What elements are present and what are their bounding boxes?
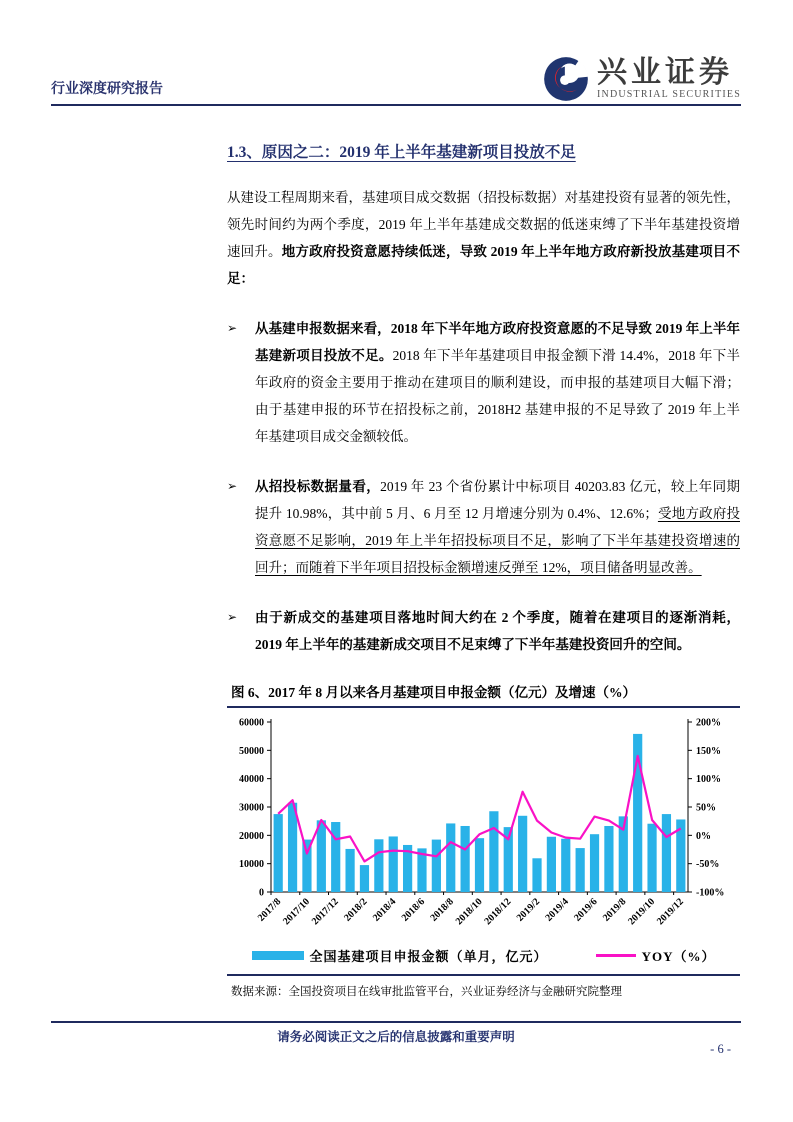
brand-logo-icon [543,56,589,102]
page-number: - 6 - [710,1042,731,1056]
bar-2019/3 [547,837,556,892]
x-tick-label: 2018/12 [482,896,514,928]
svg-text:30000: 30000 [239,802,264,814]
svg-text:40000: 40000 [239,774,264,786]
svg-text:-100%: -100% [696,887,725,899]
svg-text:50000: 50000 [239,745,264,757]
x-tick-label: 2019/12 [654,896,686,928]
footer-notice: 请务必阅读正文之后的信息披露和重要声明 [277,1030,515,1044]
bar-2019/2 [532,858,541,892]
text-run: 从建设工程周期来看，基建项目成交数据（招投标数据）对基建投资有显著的领先性，领先时间约为两个季度，2019 年上半年基建成交数据的低迷束缚了下半年基建投资增速回升。 [227,190,740,259]
bullet-item [227,604,740,658]
bar-2018/1 [345,849,354,892]
svg-text:0: 0 [259,887,264,899]
bar-2019/11 [662,814,671,892]
text-run: 2019 年 23 个省份累计中标项目 40203.83 亿元，较上年同期提升 10.98%，其中前 5 月、6 月至 12 月增速分别为 0.4%、12.6%； [255,479,741,521]
arrow-bullet-icon: ➢ [227,610,238,624]
bar-2019/5 [576,848,585,892]
bar-2018/2 [360,865,369,892]
bullet-text [255,604,740,658]
text-run: 受地方政府投资意愿不足影响，2019 年上半年招投标项目不足，影响了下半年基建投资增速的回升；而随着下半年项目招投标金额增速反弹至 12%，项目储备明显改善。 [255,506,740,575]
text-run: 从招投标数据量看， [255,479,381,494]
svg-text:50%: 50% [696,802,716,814]
bar-2019/1 [518,816,527,892]
brand-name-en: INDUSTRIAL SECURITIES [597,89,741,100]
report-type-label: 行业深度研究报告 [51,82,163,97]
figure-block [227,681,740,999]
arrow-bullet-icon: ➢ [227,321,238,335]
footer-divider [51,1021,741,1023]
bar-2018/10 [475,838,484,892]
legend-item [252,946,548,965]
main-content [227,140,740,999]
svg-text:0%: 0% [696,830,711,842]
x-tick-label: 2019/8 [600,896,629,924]
header-divider [51,104,741,106]
x-tick-label: 2019/10 [626,896,658,928]
legend-line-swatch [596,954,636,957]
svg-text:20000: 20000 [239,830,264,842]
chart-svg [227,712,740,944]
svg-text:150%: 150% [696,745,721,757]
legend-label: YOY（%） [641,948,716,964]
bullet-text [255,315,740,450]
bar-2018/9 [461,826,470,892]
legend-bar-swatch [252,951,304,960]
text-run: 从基建申报数据来看，2018 年下半年地方政府投资意愿的不足导致 2019 年上半年基建新项目投放不足。 [255,321,740,363]
x-tick-label: 2018/8 [428,896,456,924]
x-tick-label: 2019/4 [543,896,571,924]
text-run: 由于新成交的基建项目落地时间大约在 2 个季度，随着在建项目的逐渐消耗，2019 年上半年的基建新成交项目不足束缚了下半年基建投资回升的空间。 [255,610,740,652]
bar-2019/10 [647,824,656,892]
bar-2017/12 [331,822,340,892]
svg-text:60000: 60000 [239,717,264,729]
x-tick-label: 2017/8 [255,896,284,924]
svg-text:200%: 200% [696,717,721,729]
bar-2018/4 [389,836,398,892]
bar-2018/7 [432,840,441,892]
text-run: 地方政府投资意愿持续低迷，导致 2019 年上半年地方政府新投放基建项目不足： [227,244,740,286]
legend-item [596,946,716,965]
bullet-list [227,315,740,658]
x-tick-label: 2018/2 [342,896,370,924]
x-tick-label: 2018/4 [370,896,399,924]
x-tick-label: 2019/2 [514,896,543,924]
arrow-bullet-icon: ➢ [227,479,238,493]
svg-text:100%: 100% [696,774,721,786]
figure-title: 图 6、2017 年 8 月以来各月基建项目申报金额（亿元）及增速（%） [227,681,740,708]
bar-2018/8 [446,823,455,892]
page-header [51,44,741,102]
brand-text [597,58,741,100]
bar-2019/4 [561,839,570,892]
chart-legend [227,944,740,966]
x-tick-label: 2017/10 [281,896,313,928]
brand [543,56,741,102]
bar-2017/8 [274,814,283,892]
figure-box [227,681,740,976]
bar-2019/7 [604,826,613,892]
legend-label: 全国基建项目申报金额（单月，亿元） [309,948,548,964]
x-tick-label: 2018/6 [399,896,428,924]
bar-2017/11 [317,820,326,892]
bullet-item [227,473,740,581]
x-tick-label: 2018/10 [453,896,485,928]
x-tick-label: 2017/12 [309,896,341,928]
text-run: 2018 年下半年基建项目申报金额下滑 14.4%，2018 年下半年政府的资金主要用于推动在建项目的顺利建设，而申报的基建项目大幅下滑；由于基建申报的环节在招投标之前，2018H2 基建申报的不足导致了 2019 年上半年基建项目成交金额较低。 [255,348,741,444]
brand-name-cn: 兴业证券 [597,56,733,89]
bullet-item [227,315,740,450]
intro-paragraph [227,184,740,292]
bar-2019/6 [590,834,599,892]
figure-source: 数据来源：全国投资项目在线审批监管平台，兴业证券经济与金融研究院整理 [231,986,622,998]
bar-2018/11 [489,811,498,892]
section-heading: 1.3、原因之二：2019 年上半年基建新项目投放不足 [227,144,576,161]
svg-text:-50%: -50% [696,859,720,871]
combo-chart [227,712,740,944]
bar-2018/3 [374,839,383,892]
svg-text:10000: 10000 [239,859,264,871]
bullet-text [255,473,740,581]
x-tick-label: 2019/6 [572,896,600,924]
